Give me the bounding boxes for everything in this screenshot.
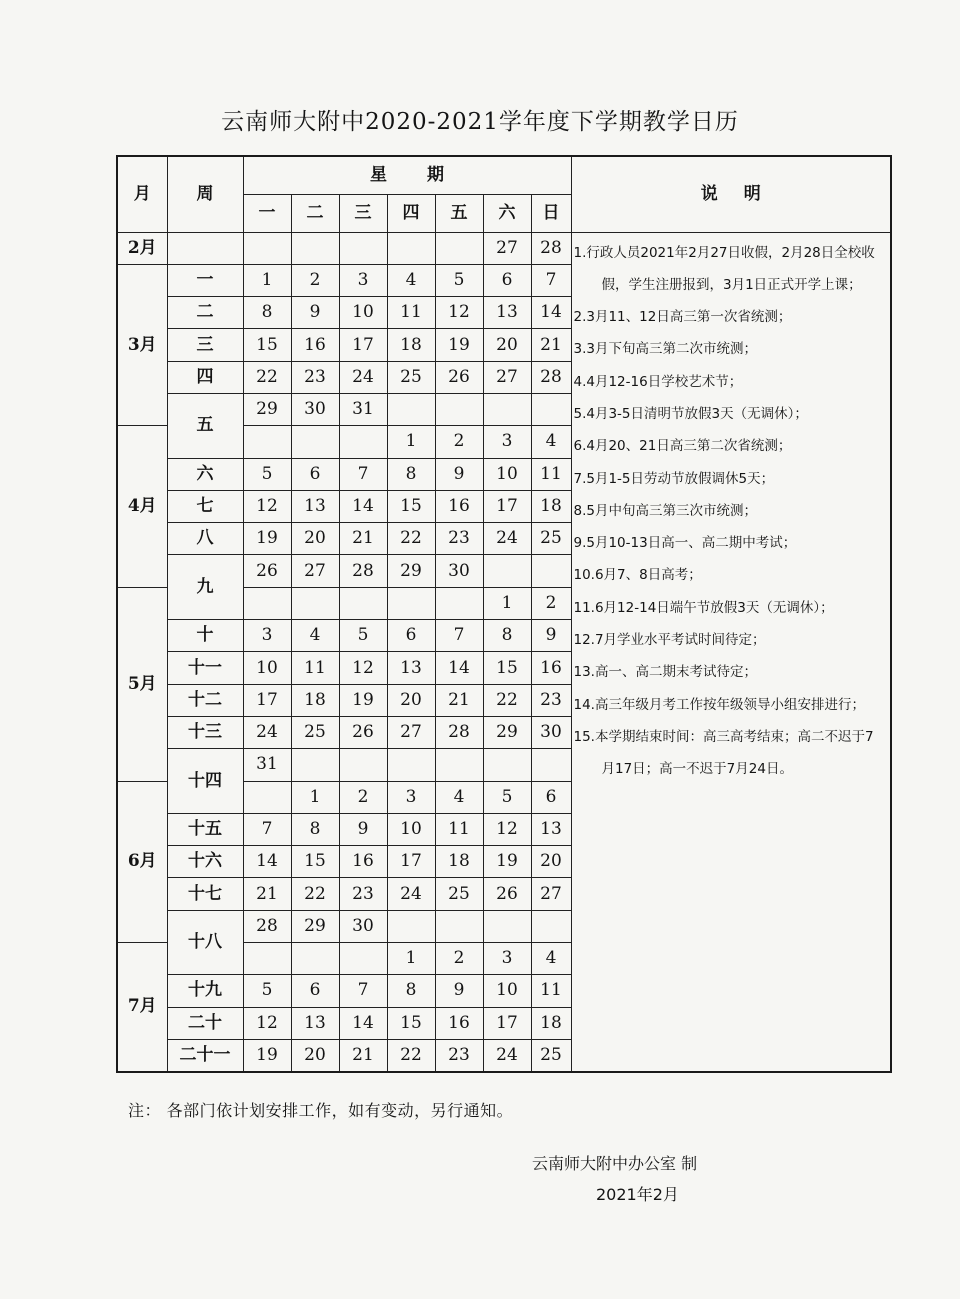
day-cell xyxy=(531,749,571,781)
day-cell: 8 xyxy=(291,813,339,845)
day-cell: 11 xyxy=(531,458,571,490)
note-item: 8.5月中旬高三第三次市统测； xyxy=(573,502,757,519)
day-cell: 28 xyxy=(243,910,291,942)
day-cell: 7 xyxy=(435,620,483,652)
day-cell xyxy=(387,749,435,781)
note-item: 4.4月12-16日学校艺术节； xyxy=(573,373,743,390)
day-cell: 3 xyxy=(483,943,531,975)
week-cell: 二十 xyxy=(167,1007,243,1039)
day-cell xyxy=(291,943,339,975)
day-cell: 19 xyxy=(483,846,531,878)
day-cell: 23 xyxy=(435,523,483,555)
day-cell: 5 xyxy=(243,975,291,1007)
note-item: 13.高一、高二期末考试待定； xyxy=(573,664,757,681)
day-cell: 17 xyxy=(483,490,531,522)
week-cell: 十一 xyxy=(167,652,243,684)
day-cell xyxy=(387,587,435,619)
day-cell: 12 xyxy=(243,1007,291,1039)
day-cell: 10 xyxy=(483,458,531,490)
day-cell: 21 xyxy=(243,878,291,910)
note-item: 6.4月20、21日高三第二次省统测； xyxy=(573,438,792,455)
day-cell: 5 xyxy=(435,264,483,296)
day-cell xyxy=(339,749,387,781)
day-cell: 22 xyxy=(387,523,435,555)
day-cell: 4 xyxy=(531,426,571,458)
day-cell: 28 xyxy=(339,555,387,587)
day-cell: 29 xyxy=(387,555,435,587)
day-cell: 25 xyxy=(387,361,435,393)
day-cell: 19 xyxy=(435,329,483,361)
day-cell: 24 xyxy=(243,716,291,748)
day-cell: 25 xyxy=(291,716,339,748)
day-cell: 21 xyxy=(435,684,483,716)
day-cell: 26 xyxy=(483,878,531,910)
day-cell: 16 xyxy=(339,846,387,878)
day-cell: 18 xyxy=(531,1007,571,1039)
note-item: 11.6月12-14日端午节放假3天（无调休）； xyxy=(573,599,834,616)
week-cell: 五 xyxy=(167,393,243,458)
day-cell: 20 xyxy=(531,846,571,878)
day-cell: 6 xyxy=(531,781,571,813)
day-cell: 6 xyxy=(291,975,339,1007)
day-cell: 1 xyxy=(483,587,531,619)
day-cell: 8 xyxy=(483,620,531,652)
week-cell: 八 xyxy=(167,523,243,555)
day-cell: 27 xyxy=(291,555,339,587)
day-cell: 20 xyxy=(291,1039,339,1071)
day-cell: 13 xyxy=(483,297,531,329)
day-cell: 4 xyxy=(387,264,435,296)
day-cell: 7 xyxy=(531,264,571,296)
day-cell xyxy=(387,232,435,264)
day-cell: 12 xyxy=(483,813,531,845)
day-cell xyxy=(243,232,291,264)
day-cell: 11 xyxy=(435,813,483,845)
day-cell xyxy=(435,749,483,781)
day-cell: 27 xyxy=(387,716,435,748)
day-cell: 3 xyxy=(243,620,291,652)
day-cell: 22 xyxy=(243,361,291,393)
day-cell: 16 xyxy=(435,490,483,522)
day-cell: 8 xyxy=(243,297,291,329)
month-cell: 2月 xyxy=(117,232,167,264)
note-item: 7.5月1-5日劳动节放假调休5天； xyxy=(573,470,775,487)
month-cell: 7月 xyxy=(117,943,167,1072)
header-row-1 xyxy=(117,156,891,194)
day-cell xyxy=(243,943,291,975)
day-cell: 29 xyxy=(243,393,291,425)
day-cell: 3 xyxy=(387,781,435,813)
day-cell: 23 xyxy=(435,1039,483,1071)
day-cell: 9 xyxy=(339,813,387,845)
week-cell: 十三 xyxy=(167,716,243,748)
day-cell: 18 xyxy=(387,329,435,361)
day-cell: 10 xyxy=(243,652,291,684)
day-cell: 31 xyxy=(339,393,387,425)
day-cell: 16 xyxy=(291,329,339,361)
day-cell: 8 xyxy=(387,458,435,490)
day-cell: 19 xyxy=(243,1039,291,1071)
notes-header: 说明 xyxy=(571,156,891,232)
day-cell: 14 xyxy=(243,846,291,878)
day-cell xyxy=(339,587,387,619)
day-cell xyxy=(531,555,571,587)
day-cell: 28 xyxy=(531,361,571,393)
month-cell: 5月 xyxy=(117,587,167,781)
day-cell: 6 xyxy=(387,620,435,652)
day-cell: 19 xyxy=(339,684,387,716)
day-cell: 27 xyxy=(483,232,531,264)
day-cell: 21 xyxy=(339,523,387,555)
note-item: 3.3月下旬高三第二次市统测； xyxy=(573,341,757,358)
week-cell: 十九 xyxy=(167,975,243,1007)
day-cell: 28 xyxy=(435,716,483,748)
day-cell: 17 xyxy=(387,846,435,878)
note-item: 5.4月3-5日清明节放假3天（无调休）； xyxy=(573,405,808,422)
day-cell: 14 xyxy=(339,490,387,522)
day-cell: 9 xyxy=(531,620,571,652)
day-cell: 18 xyxy=(291,684,339,716)
day-cell xyxy=(243,426,291,458)
day-cell: 10 xyxy=(339,297,387,329)
week-cell: 四 xyxy=(167,361,243,393)
day-cell xyxy=(435,393,483,425)
day-cell: 15 xyxy=(387,1007,435,1039)
month-header: 月 xyxy=(117,156,167,232)
month-cell: 3月 xyxy=(117,264,167,425)
day-cell: 9 xyxy=(435,975,483,1007)
day-cell: 20 xyxy=(291,523,339,555)
week-cell: 九 xyxy=(167,555,243,620)
day-cell: 24 xyxy=(483,523,531,555)
day-cell xyxy=(339,232,387,264)
day-cell: 30 xyxy=(531,716,571,748)
week-cell: 十二 xyxy=(167,684,243,716)
weekday-header: 四 xyxy=(387,194,435,232)
day-cell: 22 xyxy=(387,1039,435,1071)
day-cell: 2 xyxy=(339,781,387,813)
day-cell: 10 xyxy=(483,975,531,1007)
day-cell xyxy=(339,426,387,458)
day-cell: 13 xyxy=(387,652,435,684)
day-cell: 7 xyxy=(339,975,387,1007)
day-cell xyxy=(435,587,483,619)
weekday-header: 日 xyxy=(531,194,571,232)
day-cell: 22 xyxy=(291,878,339,910)
day-cell: 12 xyxy=(339,652,387,684)
day-cell: 17 xyxy=(243,684,291,716)
page-title: 云南师大附中2020-2021学年度下学期教学日历 xyxy=(221,109,739,135)
day-cell xyxy=(291,587,339,619)
day-cell: 1 xyxy=(387,943,435,975)
issuing-office: 云南师大附中办公室 制 xyxy=(532,1154,698,1173)
calendar-row xyxy=(117,232,891,264)
day-cell: 31 xyxy=(243,749,291,781)
issue-date: 2021年2月 xyxy=(596,1185,679,1204)
day-cell: 27 xyxy=(531,878,571,910)
day-cell: 7 xyxy=(243,813,291,845)
week-cell: 十七 xyxy=(167,878,243,910)
weekday-header: 一 xyxy=(243,194,291,232)
week-cell: 六 xyxy=(167,458,243,490)
month-cell: 4月 xyxy=(117,426,167,587)
day-cell: 5 xyxy=(339,620,387,652)
week-cell: 十五 xyxy=(167,813,243,845)
note-item: 1.行政人员2021年2月27日收假，2月28日全校收假，学生注册报到，3月1日正式开学上课； xyxy=(573,244,875,293)
day-cell xyxy=(483,393,531,425)
week-cell: 十六 xyxy=(167,846,243,878)
day-cell xyxy=(483,749,531,781)
week-cell: 二 xyxy=(167,297,243,329)
day-cell: 14 xyxy=(339,1007,387,1039)
day-cell: 25 xyxy=(531,1039,571,1071)
day-cell xyxy=(531,393,571,425)
day-cell: 14 xyxy=(435,652,483,684)
day-cell: 23 xyxy=(291,361,339,393)
day-cell: 7 xyxy=(339,458,387,490)
note-item: 10.6月7、8日高考； xyxy=(573,567,702,584)
day-cell: 29 xyxy=(291,910,339,942)
note-item: 14.高三年级月考工作按年级领导小组安排进行； xyxy=(573,696,865,713)
notes-cell xyxy=(571,232,891,1072)
day-cell: 6 xyxy=(291,458,339,490)
weekday-header: 三 xyxy=(339,194,387,232)
week-cell: 十四 xyxy=(167,749,243,814)
day-cell: 20 xyxy=(387,684,435,716)
day-cell: 13 xyxy=(531,813,571,845)
day-cell: 24 xyxy=(387,878,435,910)
day-cell: 15 xyxy=(483,652,531,684)
week-cell: 十 xyxy=(167,620,243,652)
day-cell: 4 xyxy=(531,943,571,975)
day-cell: 15 xyxy=(291,846,339,878)
day-cell: 30 xyxy=(435,555,483,587)
day-cell: 21 xyxy=(531,329,571,361)
weekday-header: 六 xyxy=(483,194,531,232)
day-cell: 16 xyxy=(435,1007,483,1039)
day-cell: 10 xyxy=(387,813,435,845)
day-cell: 4 xyxy=(435,781,483,813)
month-cell: 6月 xyxy=(117,781,167,942)
day-cell: 22 xyxy=(483,684,531,716)
day-cell: 5 xyxy=(483,781,531,813)
day-cell: 2 xyxy=(435,426,483,458)
day-cell: 25 xyxy=(531,523,571,555)
day-cell xyxy=(291,426,339,458)
teaching-calendar-table xyxy=(116,155,892,1073)
day-cell: 9 xyxy=(291,297,339,329)
day-cell: 29 xyxy=(483,716,531,748)
day-cell: 30 xyxy=(339,910,387,942)
day-cell: 4 xyxy=(291,620,339,652)
day-cell: 8 xyxy=(387,975,435,1007)
day-cell: 1 xyxy=(243,264,291,296)
day-cell: 26 xyxy=(435,361,483,393)
note-item: 12.7月学业水平考试时间待定； xyxy=(573,632,766,649)
day-cell xyxy=(435,910,483,942)
day-cell: 15 xyxy=(243,329,291,361)
day-cell: 11 xyxy=(531,975,571,1007)
day-cell: 18 xyxy=(531,490,571,522)
day-cell: 6 xyxy=(483,264,531,296)
week-header: 周 xyxy=(167,156,243,232)
day-cell: 15 xyxy=(387,490,435,522)
day-cell xyxy=(291,749,339,781)
day-cell xyxy=(387,910,435,942)
day-cell: 12 xyxy=(243,490,291,522)
day-cell: 5 xyxy=(243,458,291,490)
day-cell: 21 xyxy=(339,1039,387,1071)
week-cell: 七 xyxy=(167,490,243,522)
day-cell: 24 xyxy=(483,1039,531,1071)
day-cell: 16 xyxy=(531,652,571,684)
week-cell: 三 xyxy=(167,329,243,361)
day-cell: 17 xyxy=(483,1007,531,1039)
note-item: 2.3月11、12日高三第一次省统测； xyxy=(573,309,792,326)
day-cell: 2 xyxy=(435,943,483,975)
weekday-header: 二 xyxy=(291,194,339,232)
day-cell: 28 xyxy=(531,232,571,264)
week-cell: 十八 xyxy=(167,910,243,975)
day-cell: 27 xyxy=(483,361,531,393)
day-cell xyxy=(531,910,571,942)
week-cell: 一 xyxy=(167,264,243,296)
day-cell xyxy=(243,587,291,619)
day-cell: 24 xyxy=(339,361,387,393)
note-item: 9.5月10-13日高一、高二期中考试； xyxy=(573,535,797,552)
day-cell xyxy=(291,232,339,264)
day-cell xyxy=(483,555,531,587)
day-cell xyxy=(339,943,387,975)
day-cell xyxy=(387,393,435,425)
day-cell: 23 xyxy=(339,878,387,910)
day-cell: 11 xyxy=(291,652,339,684)
day-cell: 3 xyxy=(339,264,387,296)
week-cell: 二十一 xyxy=(167,1039,243,1071)
day-cell: 14 xyxy=(531,297,571,329)
day-cell: 19 xyxy=(243,523,291,555)
day-cell: 2 xyxy=(291,264,339,296)
day-cell: 12 xyxy=(435,297,483,329)
day-cell xyxy=(483,910,531,942)
day-cell: 9 xyxy=(435,458,483,490)
footnote: 注： 各部门依计划安排工作，如有变动，另行通知。 xyxy=(128,1101,514,1120)
weekday-group-header: 星期 xyxy=(243,156,571,194)
day-cell: 17 xyxy=(339,329,387,361)
day-cell: 13 xyxy=(291,1007,339,1039)
day-cell: 18 xyxy=(435,846,483,878)
week-cell-empty xyxy=(167,232,243,264)
note-item: 15.本学期结束时间：高三高考结束；高二不迟于7月17日；高一不迟于7月24日。 xyxy=(573,728,874,778)
day-cell: 26 xyxy=(339,716,387,748)
day-cell: 13 xyxy=(291,490,339,522)
day-cell: 23 xyxy=(531,684,571,716)
day-cell: 20 xyxy=(483,329,531,361)
day-cell: 1 xyxy=(291,781,339,813)
weekday-header: 五 xyxy=(435,194,483,232)
day-cell: 25 xyxy=(435,878,483,910)
day-cell xyxy=(243,781,291,813)
day-cell: 30 xyxy=(291,393,339,425)
day-cell: 1 xyxy=(387,426,435,458)
day-cell: 26 xyxy=(243,555,291,587)
day-cell xyxy=(435,232,483,264)
day-cell: 2 xyxy=(531,587,571,619)
day-cell: 11 xyxy=(387,297,435,329)
day-cell: 3 xyxy=(483,426,531,458)
